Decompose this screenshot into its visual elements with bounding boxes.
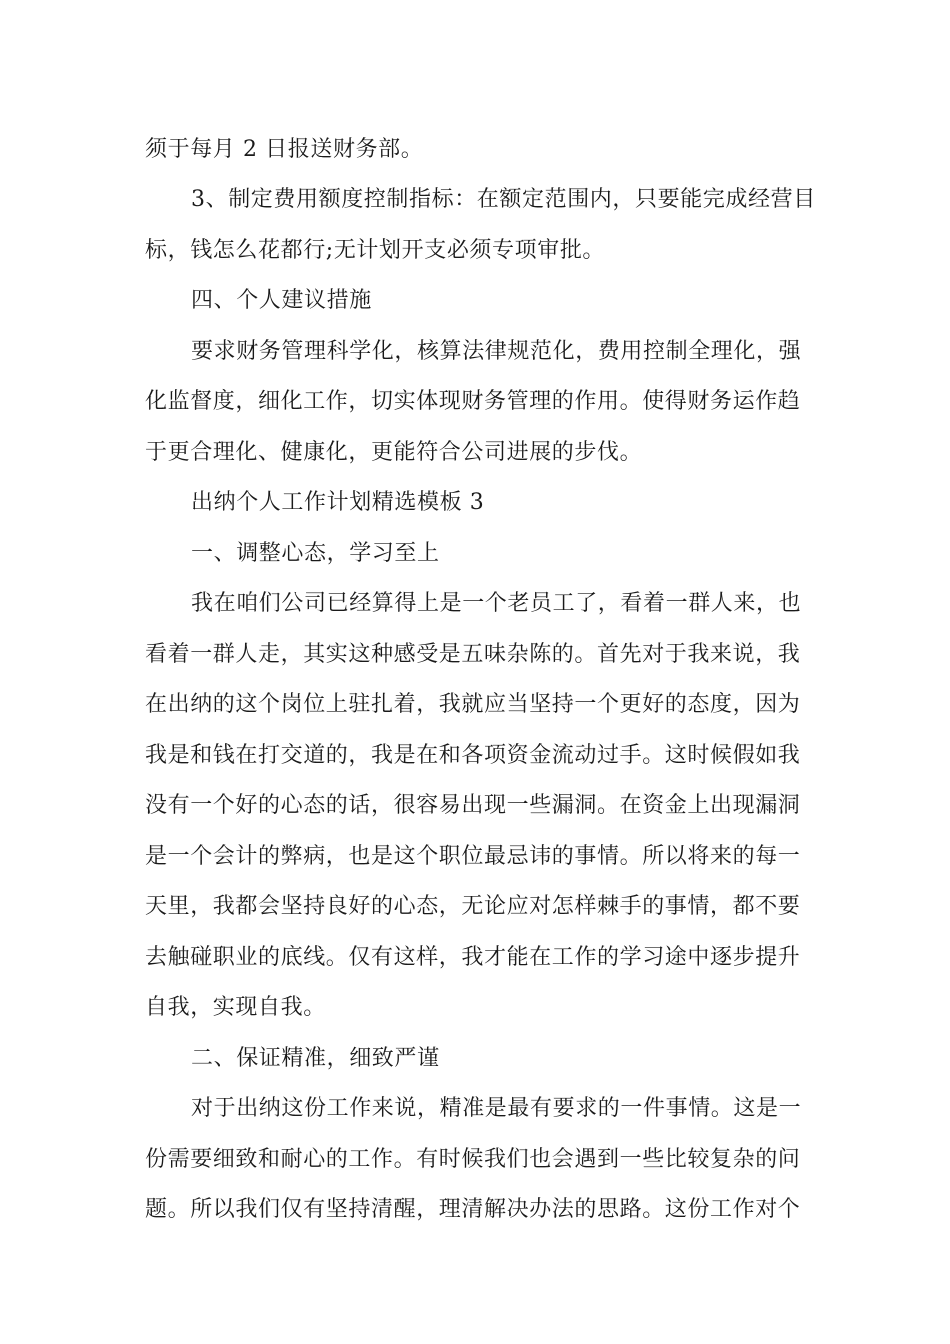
- text-line: [0, 680, 950, 729]
- line-text: 自我，实现自我。: [145, 995, 326, 1020]
- line-text: 我在咱们公司已经算得上是一个老员工了，看着一群人来，也: [191, 591, 802, 616]
- line-text: 标，钱怎么花都行;无计划开支必须专项审批。: [145, 238, 606, 263]
- line-text: 化监督度，细化工作，切实体现财务管理的作用。使得财务运作趋: [145, 389, 801, 414]
- heading-text: 一、调整心态，学习至上: [191, 541, 440, 566]
- line-text: 要求财务管理科学化，核算法律规范化，费用控制全理化，强: [191, 339, 802, 364]
- text-line: [0, 377, 950, 426]
- line-text: 于更合理化、健康化，更能符合公司进展的步伐。: [145, 440, 643, 465]
- line-text: 3、制定费用额度控制指标：在额定范围内，只要能完成经营目: [191, 187, 816, 212]
- heading-text: 二、保证精准，细致严谨: [191, 1046, 440, 1071]
- document-section-title: [0, 478, 950, 527]
- text-line: [0, 1135, 950, 1184]
- text-line: [0, 781, 950, 830]
- section-heading: [0, 529, 950, 578]
- text-line: [0, 882, 950, 931]
- title-text: 出纳个人工作计划精选模板 3: [191, 490, 485, 515]
- line-text: 天里，我都会坚持良好的心态，无论应对怎样棘手的事情，都不要: [145, 894, 801, 919]
- line-text: 没有一个好的心态的话，很容易出现一些漏洞。在资金上出现漏洞: [145, 793, 801, 818]
- line-text: 份需要细致和耐心的工作。有时候我们也会遇到一些比较复杂的问: [145, 1147, 801, 1172]
- text-line: [0, 1084, 950, 1133]
- text-line: [0, 226, 950, 275]
- heading-text: 四、个人建议措施: [191, 288, 372, 313]
- text-line: [0, 933, 950, 982]
- text-line: [0, 983, 950, 1032]
- text-line: [0, 428, 950, 477]
- text-line: [0, 630, 950, 679]
- line-text: 题。所以我们仅有坚持清醒，理清解决办法的思路。这份工作对个: [145, 1197, 801, 1222]
- line-text: 去触碰职业的底线。仅有这样，我才能在工作的学习途中逐步提升: [145, 945, 801, 970]
- text-line: [0, 832, 950, 881]
- line-text: 对于出纳这份工作来说，精准是最有要求的一件事情。这是一: [191, 1096, 802, 1121]
- line-text: 我是和钱在打交道的，我是在和各项资金流动过手。这时候假如我: [145, 743, 801, 768]
- text-line: [0, 327, 950, 376]
- text-line: [0, 579, 950, 628]
- text-line: [0, 125, 950, 174]
- line-text: 是一个会计的弊病，也是这个职位最忌讳的事情。所以将来的每一: [145, 844, 801, 869]
- text-line: [0, 731, 950, 780]
- section-heading: [0, 276, 950, 325]
- line-text: 须于每月 2 日报送财务部。: [145, 137, 424, 162]
- line-text: 看着一群人走，其实这种感受是五味杂陈的。首先对于我来说，我: [145, 642, 801, 667]
- text-line: [0, 1185, 950, 1234]
- text-line: [0, 175, 950, 224]
- line-text: 在出纳的这个岗位上驻扎着，我就应当坚持一个更好的态度，因为: [145, 692, 801, 717]
- section-heading: [0, 1034, 950, 1083]
